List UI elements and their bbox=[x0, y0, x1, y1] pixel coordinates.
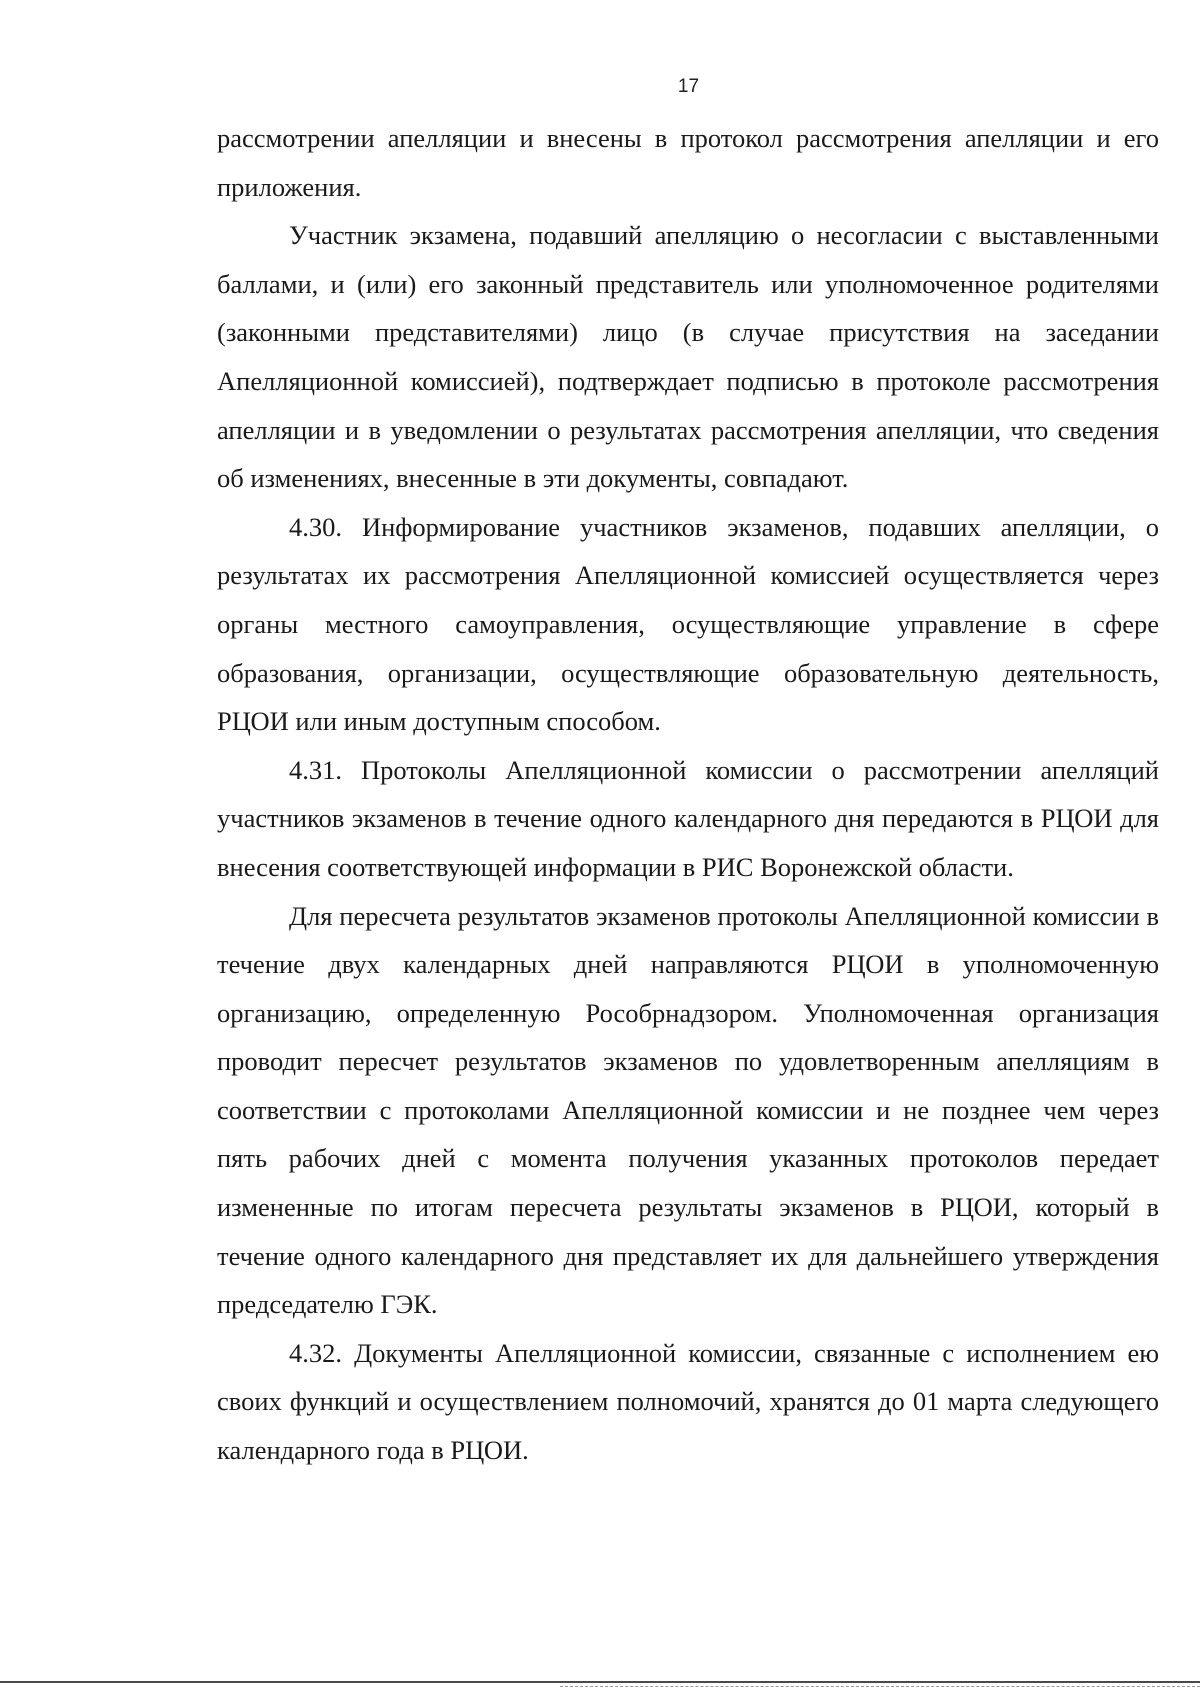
paragraph-continuation: рассмотрении апелляции и внесены в протокол рассмотрения апелляции и его приложения. bbox=[217, 123, 1159, 202]
page-bottom-edge-line bbox=[0, 1681, 1200, 1683]
page-bottom-edge-line-faint bbox=[560, 1686, 1200, 1687]
document-body bbox=[217, 114, 1159, 1475]
paragraph-recalculation: Для пересчета результатов экзаменов протоколы Апелляционной комиссии в течение двух календарных дней направляются РЦОИ в уполномоченную организацию, определенную Рособрнадзором. Уполномоченная организация проводит пересчет результатов экзаменов по удовлетворенным апелляциям в соответствии с протоколами Апелляционной комиссии и не позднее чем через пять рабочих дней с момента получения указанных протоколов передает измененные по итогам пересчета результаты экзаменов в РЦОИ, который в течение одного календарного дня представляет их для дальнейшего утверждения председателю ГЭК. bbox=[217, 900, 1159, 1320]
paragraph-4-31: 4.31. Протоколы Апелляционной комиссии о рассмотрении апелляций участников экзаменов в течение одного календарного дня передаются в РЦОИ для внесения соответствующей информации в РИС Воронежской области. bbox=[217, 754, 1159, 882]
page-number: 17 bbox=[677, 76, 700, 97]
paragraph-4-30: 4.30. Информирование участников экзаменов, подавших апелляции, о результатах их рассмотрения Апелляционной комиссией осуществляется через органы местного самоуправления, осуществляющие управление в сфере образования, организации, осуществляющие образовательную деятельность, РЦОИ или иным доступным способом. bbox=[217, 511, 1159, 737]
paragraph-participant-signature: Участник экзамена, подавший апелляцию о несогласии с выставленными баллами, и (или) его законный представитель или уполномоченное родителями (законными представителями) лицо (в случае присутствия на заседании Апелляционной комиссией), подтверждает подписью в протоколе рассмотрения апелляции и в уведомлении о результатах рассмотрения апелляции, что сведения об изменениях, внесенные в эти документы, совпадают. bbox=[217, 220, 1159, 494]
paragraph-4-32: 4.32. Документы Апелляционной комиссии, связанные с исполнением ею своих функций и осуществлением полномочий, хранятся до 01 марта следующего календарного года в РЦОИ. bbox=[217, 1337, 1159, 1466]
